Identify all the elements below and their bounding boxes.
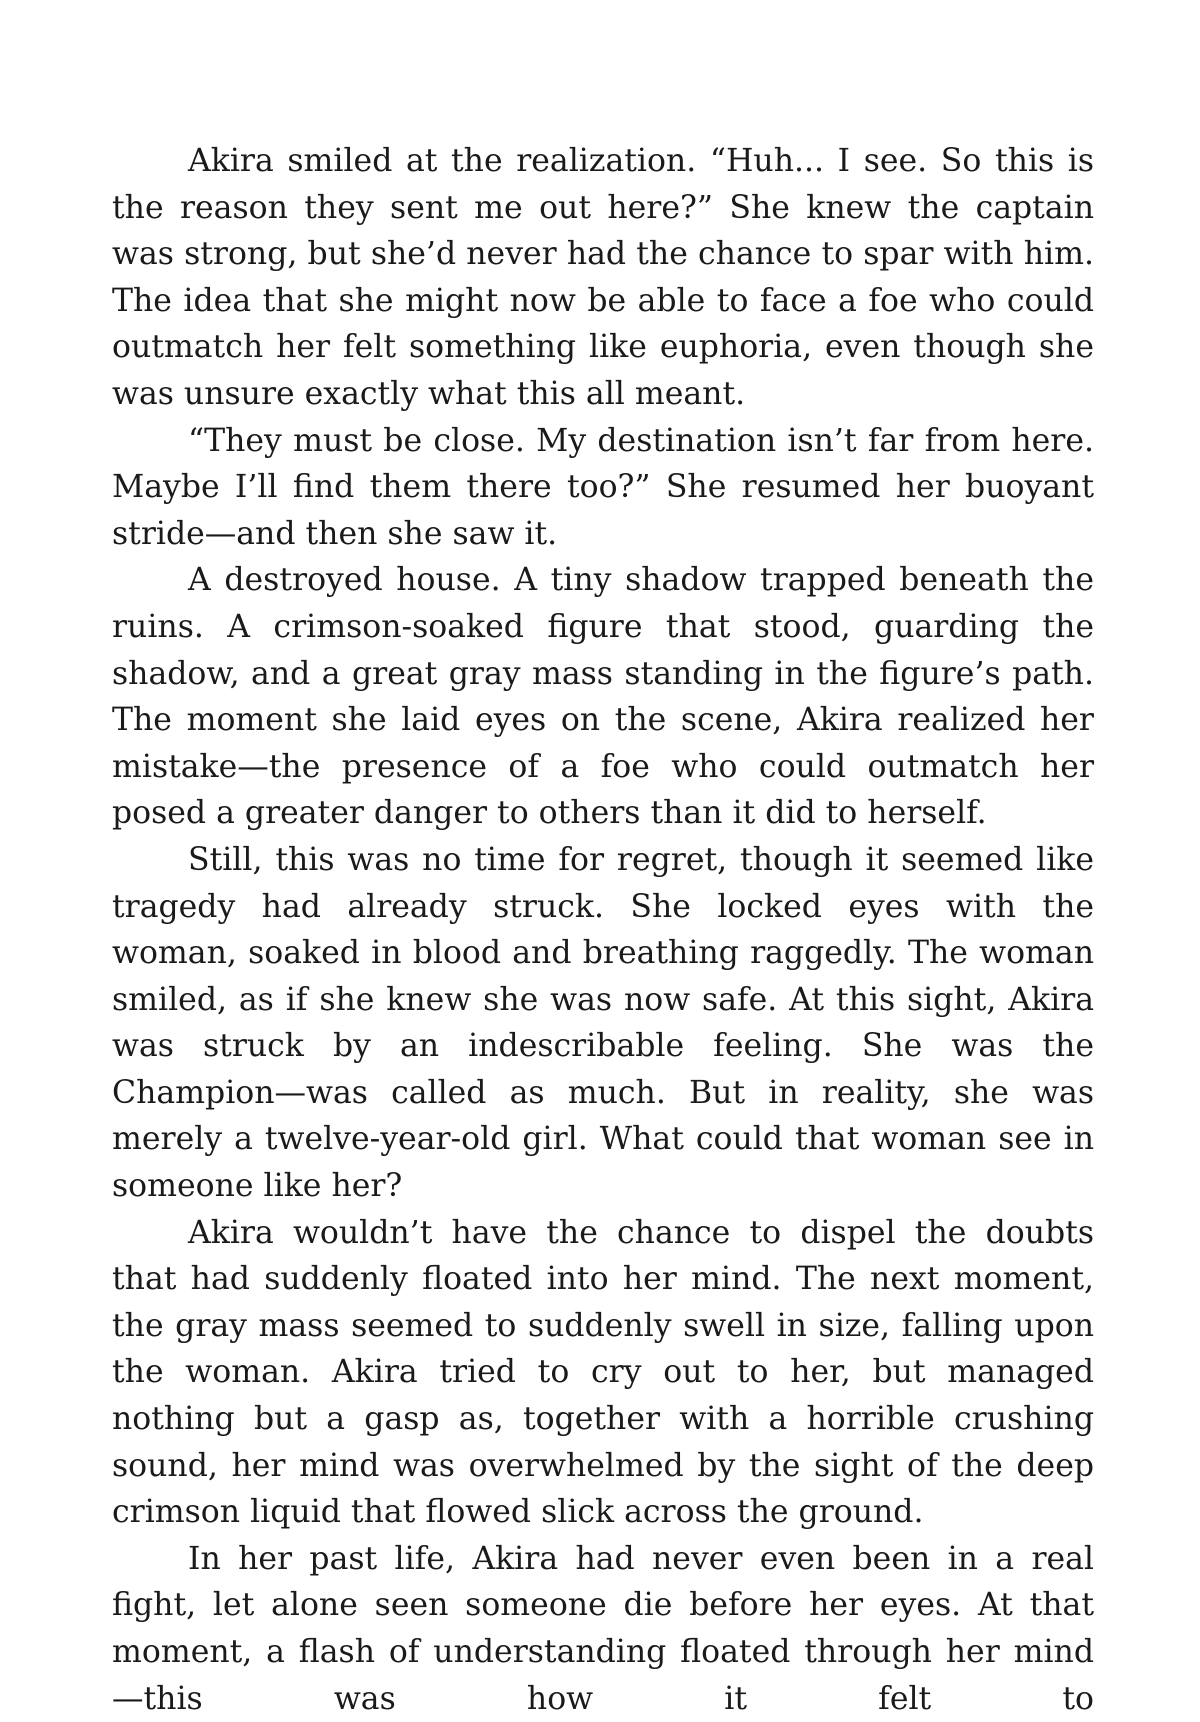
paragraph-6: In her past life, Akira had never even been in a real fight, let alone seen someone die before her eyes. At that moment, a flash of understanding floated through her mind—this was how it felt to xyxy=(112,1540,1094,1717)
paragraph-3: A destroyed house. A tiny shadow trapped beneath the ruins. A crimson-soaked figure that stood, guarding the shadow, and a great gray mass standing in the figure’s path. The moment she laid eyes on the scene, Akira realized her mistake—the presence of a foe who could outmatch her posed a greater danger to others than it did to herself. xyxy=(112,562,1094,832)
paragraph-4: Still, this was no time for regret, though it seemed like tragedy had already struck. She locked eyes with the woman, soaked in blood and breathing raggedly. The woman smiled, as if she knew she was now safe. At this sight, Akira was struck by an indescribable feeling. She was the Champion—was called as much. But in reality, she was merely a twelve-year-old girl. What could that woman see in someone like her? xyxy=(112,841,1094,1205)
paragraph-5: Akira wouldn’t have the chance to dispel the doubts that had suddenly floated into her mind. The next moment, the gray mass seemed to suddenly swell in size, falling upon the woman. Akira tried to cry out to her, but managed nothing but a gasp as, together with a horrible crushing sound, her mind was overwhelmed by the sight of the deep crimson liquid that flowed slick across the ground. xyxy=(112,1214,1094,1531)
paragraph-1: Akira smiled at the realization. “Huh... I see. So this is the reason they sent me out here?” She knew the captain was strong, but she’d never had the chance to spar with him. The idea that she might now be able to face a foe who could outmatch her felt something like euphoria, even though she was unsure exactly what this all meant. xyxy=(112,143,1094,412)
paragraph-2: “They must be close. My destination isn’t far from here. Maybe I’ll find them there too?” She resumed her buoyant stride—and then she saw it. xyxy=(112,422,1094,552)
book-page-text xyxy=(112,138,1094,1722)
